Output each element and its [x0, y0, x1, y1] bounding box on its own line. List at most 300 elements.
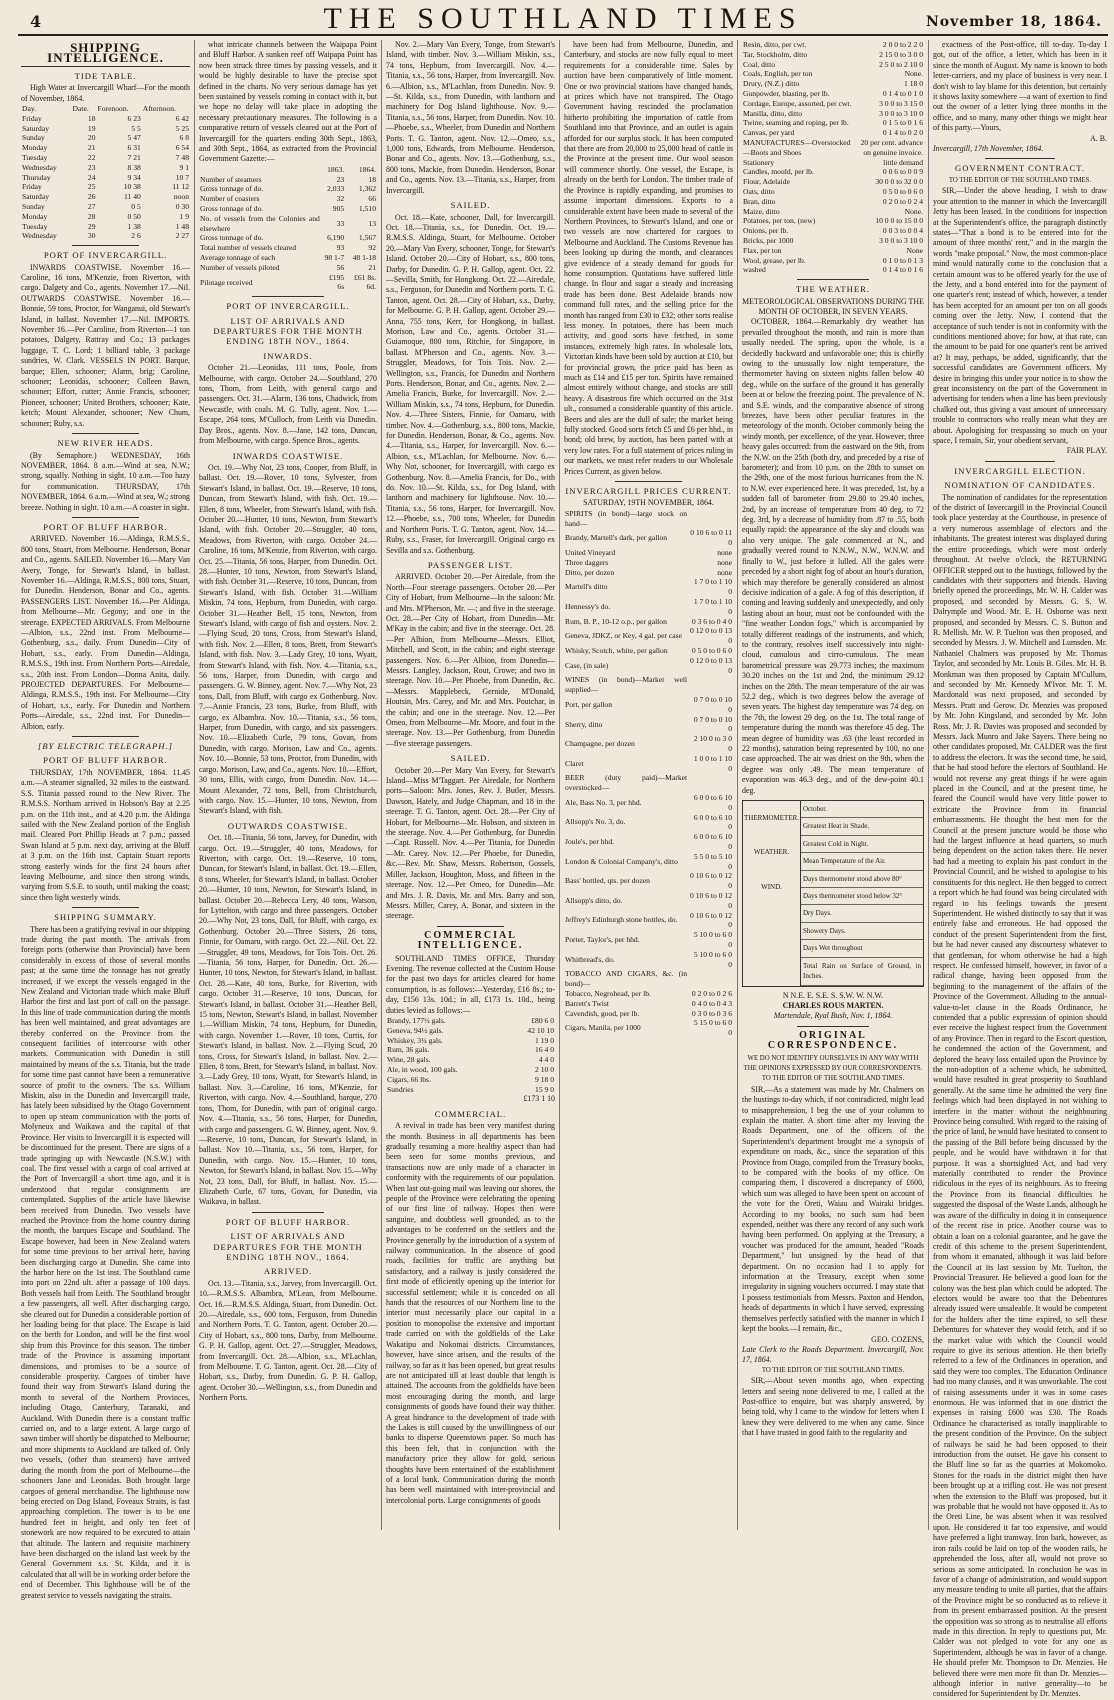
- letter-address: TO THE EDITOR OF THE SOUTHLAND TIMES.: [948, 176, 1092, 184]
- price-row-cell: 5 15 0 to 6 0 0: [693, 1018, 732, 1038]
- weather-report: OCTOBER, 1864.—Remarkably dry weather has prevailed throughout the month, and rain is more than usually needed. The spring, upon the whole, is a decidedly backward and unfavorable one; this is chiefly owing to the unusually low night temperature, the thermometer having on sixteen nights fallen below 40 deg., while on the surface of the ground it has generally been at or below the freezing point. The prevalence of N. and S.E. winds, and the comparative absence of strong breezes, have been other peculiar features in the meteorology of the month. October commonly being the windy month, per excellence, of the year. However, three heavy gales occurred: from the eastward on the 9th, from the N.W. on the 25th (both dry, and preceded by a rise of barometer); and from 10 p.m. on the 28th to sunset on the 29th, one of the most furious hurricanes from the N. to N.W. ever experienced here. It was preceded, 1st, by a sudden fall of barometer from 29.80 to 29.40 inches, 2nd, by an increase of temperature from 40 deg. to 72 deg. 3rd, by a decrease of humidity from .87 to .55, both equally rapid: the appearance of the sky and clouds was also very unique. The gale commenced at N., and gradually veered round to N.N.W., N.W., W.N.W. and finally to W., just before it lulled. All the gales were preceded by a short night fog of about an hour's duration, which may therefore be generally considered an almost decisive indication of a gale. A fog of this description, if coming and leaving suddenly and unexpectedly, and only lasting about an hour, must not be confounded with the "fine weather London fogs," which is accompanied by totally different readings of the instruments, and which, to the contrary, resolves itself successively into night-cloud, cumulous and cirro-cumulous. The mean barometrical pressure was 29.773 inches; the maximum 30.20 inches on the 1st and 2nd, the minimum 29.12 inches on the 28th. The mean temperature of the air was 52.2 deg., which is two degrees below the average of seven years. The highest day temperature was 74 deg. on the 7th, the lowest 29 deg. on the 1st. The total range of temperature during the month was therefore 45 deg. The mean degree of humidity was .63 (the least recorded in 22 months), saturation being represented by 100, no one case approached. The air was driest on the 9th, when the degree was only .49. The mean temperature of evaporation was 46.3 deg., and of the dew-point 40.1 deg.: [742, 317, 924, 795]
- tide-row-cell: 2 6: [131, 231, 141, 241]
- price-row-cell: Case, (in sale): [565, 660, 609, 670]
- price-row-cell: WINES (in bond)—Market well supplied—: [565, 675, 688, 695]
- price-row-cell: Joule's, per hhd.: [565, 837, 615, 847]
- price-row-cell: Canvas, per yard: [743, 128, 795, 138]
- price-row-cell: 2 5 0 to 2 10 0: [879, 59, 923, 69]
- tide-row-cell: Wednesday: [22, 162, 57, 172]
- letter-address: TO THE EDITOR OF THE SOUTHLAND TIMES.: [761, 1075, 905, 1083]
- price-row: [742, 226, 924, 236]
- price-row: [742, 246, 924, 256]
- price-row-cell: 0 1 4 to 0 1 6: [882, 265, 923, 275]
- stats-row-cell: 13: [368, 218, 376, 228]
- section-heading: SHIPPING INTELLIGENCE.: [21, 43, 190, 67]
- tide-row-cell: 9 1: [179, 162, 189, 172]
- duty-row-cell: Whiskey, 3¼ gals.: [387, 1035, 443, 1045]
- tide-row-cell: 30: [87, 231, 96, 241]
- price-row-cell: Jeffrey's Edinburgh stone bottles, do.: [565, 915, 678, 925]
- price-row-cell: London & Colonial Company's, ditto: [565, 856, 678, 866]
- tide-row: [21, 153, 190, 163]
- coastwise-list: Oct. 19.—Why Not, 23 tons, Cooper, from Bluff, in ballast. Oct. 19.—Rover, 10 tons, Sylvester, from Stewart's Island, in ballast. Oct. 19.—Reserve, 10 tons, Duncan, from Stewart's Island, with fish. Oct. 19.—Ellen, 8 tons, Wheeler, from Stewart's Island, with fish. October 20.—Hunter, 10 tons, Newton, from Stewart's Island, with fish. October 20.—Struggler, 40 tons, Meadows, from Riverton, with cargo. October 24.—Caroline, 16 tons, M'Kenzie, from Riverton, with cargo. Oct. 25.—Titania, 56 tons, Harper, from Dunedin. Oct. 28.—Hunter, 10 tons, Newton, from Stewart's Island, with fish. October 31.—Reserve, 10 tons, Duncan, from Stewart's Island, with fish. October 31.—William Miskin, 74 tons, Hepburn, from Dunedin, with cargo. October 31.—Heather Bell, 15 tons, Newton, from Stewart's Island, with cargo of fish and oysters. Nov. 2.—Flying Scud, 20 tons, Cross, from Stewart's Island, with fish. Nov. 2.—Ellen, 8 tons, Brett, from Stewart's Island, with fish. Nov. 3.—Lady Grey, 10 tons, Wyatt, from Stewart's Island, with fish. Nov. 4.—Titania, s.s., 56 tons, Harper, from Dunedin, with cargo and passengers. G. W. Binney, agent. Nov. 7.—Why Not, 23 tons, Dall, from Bluff, with cargo ex Gothenburg. Nov. 7.—Annie Francis, 23 tons, Burke, from Bluff, with cargo, ex Albambra. Nov. 10.—Titania, s.s., 56 tons, Harper, from Dunedin, with cargo, and six passengers. Nov. 10.—Elizabeth Curle, 79 tons, Govan, from Dunedin, with cargo. Morison, Law and Co., agents. Nov. 10.—Bonnie, 53 tons, Proctor, from Dunedin, with cargo. Morison, Law, and Co., agents. Nov. 10.—Effort, 30 tons, Ellis, with cargo, from Dunedin. Nov. 14.—Mount Alexander, 72 tons, Bell, from Christchurch, with cargo. Nov. 15.—Hunter, 10 tons, Newton, from Stewart's Island, with fish.: [199, 462, 377, 816]
- tide-intro: High Water at Invercargill Wharf—For the month of November, 1864.: [21, 83, 190, 103]
- duty-row: [386, 1026, 555, 1036]
- price-row: [564, 754, 733, 774]
- letter-signature-detail: Late Clerk to the Roads Department. Invercargill, Nov. 17, 1864.: [742, 1344, 924, 1365]
- duties-table: [386, 1016, 555, 1094]
- price-row: [742, 216, 924, 226]
- prices-body: [564, 509, 733, 1038]
- price-row-cell: 0 12 0 to 0 13 0: [690, 626, 732, 646]
- outwards-list: Oct. 18.—Titania, 56 tons, Jarvey, for Dunedin, with cargo. Oct. 19.—Struggler, 40 tons, Meadows, for Riverton, with cargo. Oct. 19.—Reserve, 10 tons, Duncan, for Stewart's Island, in ballast. Oct. 19.—Ellen, 8 tons, Wheeler, for Stewart's Island, in ballast. October 20.—Hunter, 10 tons, Newton, for Stewart's Island, in ballast. October 20.—Rebecca Lery, 40 tons, Watson, for Lyttelton, with cargo and three passengers. October 20.—Why Not, 23 tons, Dall, for Bluff, with cargo, ex Gothenburg. October 20.—Three Sisters, 26 tons, Finnie, for Oamaru, with cargo. Oct. 22.—Nil. Oct. 22.—Struggler, 49 tons, Meadows, for Tois Tois. Oct. 26.—Titania, 56 tons, Harper, for Dunedin. Oct. 26.—Hunter, 10 tons, Newton, for Stewart's Island, in ballast. Oct. 28.—Kate, 40 tons, Burke, for Riverton, with cargo. October 31.—Reserve, 10 tons, Duncan, for Stewart's Island, in ballast. October 31.—Heather Bell, 15 tons, Newton, Stewart's Island, in ballast. November 1.—William Miskin, 74 tons, Hepburn, for Dunedin, with cargo. November 1.—Rover, 10 tons, Curtis, for Stewart's Island, in ballast. Nov. 2.—Flying Scud, 20 tons, Cross, for Stewart's Island, in ballast. Nov. 2.—Ellen, 8 tons, Brett, for Stewart's Island, in ballast. Nov. 3.—Lady Grey, 10 tons, Wyatt, for Stewart's Island, in ballast. Nov. 3.—Caroline, 16 tons, M'Kenzie, for Riverton, with cargo. Nov. 4.—Southland, barque, 270 tons, Thom, for Dunedin, with part of original cargo. Nov. 4.—Titania, s.s., 56 tons, Harper, for Dunedin, with cargo and passengers. G. W. Binney, agent. Nov. 9.—Reserve, 10 tons, Duncan, for Stewart's Island, in ballast. Nov 10.—Titania, s.s., 56 tons, Harper, for Dunedin, with cargo. Nov. 15.—Hunter, 10 tons, Newton, for Stewart's Island, in ballast. Nov. 15.—Why Not, 23 tons, Dall, for Bluff, in ballast. Nov. 15.—Elizabeth Curle, 67 tons, Govan, for Dunedin, via Waikava, in ballast.: [199, 833, 377, 1207]
- price-row: [742, 69, 924, 79]
- stats-row-cell: Number of vessels piloted: [200, 262, 280, 272]
- price-row-cell: 0 1 5 to 0 1 6: [882, 118, 923, 128]
- stats-row-cell: £195 6s: [329, 272, 345, 292]
- price-row-cell: Wool, grease, per lb.: [743, 255, 806, 265]
- price-row-cell: Geneva, JDKZ, or Key, 4 gal. per case: [565, 631, 682, 641]
- tide-row-cell: Monday: [22, 211, 48, 221]
- weather-row-label: Days Wet throughout: [801, 940, 923, 957]
- tide-header-cell: Day.: [22, 104, 37, 114]
- price-row-cell: Tar, Stockholm, ditto: [743, 49, 808, 59]
- price-row-cell: 1 7 0 to 1 10 0: [693, 577, 732, 597]
- price-row: [742, 109, 924, 119]
- price-row: [564, 568, 733, 578]
- price-row-cell: Stationery: [743, 157, 775, 167]
- stats-row-cell: 21: [368, 262, 376, 272]
- price-row-cell: Twine, seaming and roping, per lb.: [743, 118, 849, 128]
- price-row-cell: Oats, ditto: [743, 186, 775, 196]
- tide-row: [21, 182, 190, 192]
- arrived-title: ARRIVED.: [263, 1266, 313, 1277]
- tide-row-cell: 7 21: [127, 153, 141, 163]
- contract-title: GOVERNMENT CONTRACT.: [955, 163, 1085, 174]
- tide-row-cell: 0 5: [131, 202, 141, 211]
- heads-title: NEW RIVER HEADS.: [57, 438, 154, 449]
- price-row: [564, 626, 733, 646]
- tide-row-cell: noon: [173, 192, 189, 202]
- duty-row-cell: Sundries: [387, 1084, 414, 1094]
- sailed2-list: October 20.—Per Mary Van Every, for Stewart's Island—Miss M'Taggart. Per Airedale, for Northern ports—Saloon: Mrs. Jones, Rev. J. Butler, Messrs. Dawson, Hately, and Judge Chapman, and 18 in the steerage. T. G. Tanton, agent. Oct. 28.—Per City of Hobart, for Melbourne—Mr. Hobson, and sixteen in the steerage. Nov. 4.—Per Gothenburg, for Dunedin—Capt. Russell. Nov. 4.—Per Titania, for Dunedin—Mr. Carey. Nov. 12.—Per Phoebe, for Dunedin, &c.—Rev. Mr. Shaw, Messrs. Robertson, Gossels, Miller, Jackson, Houghton, Moss, and fifteen in the steerage. Nov. 12.—Per Omeo, for Dunedin—Mr. and Mrs. J. R. Davis, Mr. and Mrs. Barry and son, Messrs. Miller, Carey, A. Bonar, and sixteen in the steerage.: [386, 765, 555, 921]
- commercial-heading: COMMERCIAL INTELLIGENCE.: [417, 929, 524, 952]
- tide-row-cell: 1 48: [175, 221, 189, 231]
- summary-article: There has been a gratifying revival in our shipping trade during the past month. The arrivals from foreign ports (otherwise than Provincial) have been considerably in excess of those of several months past; at the same time the tonnage has not greatly increased, if we except the vessels engaged in the New Zealand and Victorian trade which make Bluff Harbor the first and last port of call on the passage. In this line of trade communication during the month has been well maintained, and great advantages are thereby conferred on the Province from the consequent facilities of intercourse with other markets. Communication with Dunedin is still maintained by means of the s.s. Titania, but the trade for some time past cannot have been a remunerative source of profit to the owners. The s.s. William Miskin, also in the Dunedin and Invercargill trade, has lately been subsidised by the Otago Government to open up steam communication with the ports of Molyneux and Waikawa and the capital of that Province. Her visits to Invercargill it is expected will be discontinued for the present. There are signs of a trade springing up with Newcastle (N.S.W.) with coal. The first vessel with a cargo of coal arrived at the Port of Invercargill a short time ago, and it is understood that regular consignments are contemplated. Supplies of the article have likewise been received from Dunedin. Two vessels have reached the Province from the home country during the month, the barques Escape and Southland. The Escape however, had been in New Zealand waters for some time previous to her arrival here, having been discharging cargo at Dunedin. She came into the harbor here on the 1st inst. The Southland came into port on 22nd ult. after a passage of 100 days. Both vessels hail from Leith. The Southland brought a few passengers, all well. After discharging cargo, she cleared out for Dunedin a considerable portion of her loading being for that place. The Escape is laid on the berth for London, and will be the first wool ship from this Province for this season. The timber trade of the Province is assuming important dimensions, and promises to be a source of considerable prosperity. Cargoes of timber have found their way from Stewart's Island during the month to several of the Northern Provinces, including Otago, Canterbury, Taranaki, and Auckland. With Dunedin there is a constant traffic carried on, and to a large extent. A large cargo of sawn timber will shortly be dispatched to Melbourne; and more shipments to Auckland are talked of. Only two vessels, (other than steamers) have arrived during the month from the port of Melbourne—the schooners Jane and Leonidas. Both brought large cargoes of general merchandise. The lighthouse now being erected on Dog Island, Foveaux Straits, is fast approaching completion. The tower is to be one hundred feet in height, and only ten feet of stonework are now required to be executed to attain that altitude. The lantern and requisite machinery have been discharged on the island last week by the General Government s.s. St. Kilda, and it is calculated that all will be in working order before the end of December. This lighthouse will be of the greatest service to vessels navigating the straits.: [21, 924, 190, 1600]
- price-row-cell: [688, 509, 733, 529]
- stats-row: [199, 175, 377, 185]
- commercial-article: A revival in trade has been very manifest during the month. Business in all departments has been gradually resuming a more healthy aspect than had been seen for some months previous, and transactions now are only made of a character in conformity with the requirements of our population. When last out-going mail was leaving our shores, the people of the Province were celebrating the opening of our first line of railway. Hopes then were sanguine, and doubtless well grounded, as to the advantages to be conferred on the settlers and the Province generally by the introduction of a system of railway communication. In the absence of good roads, facilities for traffic are anything but satisfactory, and a railway is justly considered the first mode of efficiently opening up the interior for successful settlement; while it is conceded on all hands that the resources of our Northern line to the interior must necessarily place our capital in a position to monopolise the extensive and important trade carried on with the goldfields of the Lake Wakatipu and Nokomai districts. Circumstances, however, have since arisen, and the results of the railway, so far as it has been opened, but great results are not anticipated till at least double that length is attained. The accounts from the goldfields have been most encouraging during the month, and large consignments of goods have found their way thither. A great hindrance to the development of trade with the Lakes is still caused by the unwillingness of our banks to disperse Queenstown paper. So much has this been felt, that in conjunction with the manufactory price they allow for gold, serious thoughts have been entertained of the establishment of a local bank. Communication during the month has been well maintained with inter-provincial and intercolonial ports. Large consignments of goods: [386, 1121, 555, 1505]
- duty-row-cell: 4 4 0: [538, 1055, 554, 1065]
- newspaper-title: THE SOUTHLAND TIMES: [323, 2, 803, 35]
- stats-row-cell: Gross tonnage of do.: [200, 184, 264, 194]
- price-row-cell: None: [906, 245, 923, 255]
- tide-row-cell: 6 42: [175, 113, 189, 123]
- stats-row-cell: Average tonnage of each: [200, 253, 276, 263]
- price-row-cell: None.: [904, 206, 923, 216]
- letter-continuation: exactness of the Post-office, till to-day. To-day I got, out of the office, a letter, which has been in it since the month of August. My name is known to both letter-carriers, and my place of business is very near. I don't wish to lay blame for this detention, but certainly it shows laxity somewhere —a want of exertion to find out the owner of a letter lying three months in the office, and so many, many other things we might hear of this party.—Yours,: [933, 40, 1107, 133]
- passenger-list: ARRIVED. October 20.—Per Airedale, from the North—Four steerage passengers. October 20.—Per City of Hobart, from Melbourne—In the saloon: Mr. and Mrs. M'Pherson, Mr. —; and five in the steerage. Oct. 28.—Per City of Hobart, from Dunedin—Mr. M'Kay in the cabin; and five in the steerage. Oct. 28.—Per Albion, from Melbourne—Messrs. Elliot, Mitchell, and Scott, in the cabin; and eight steerage passengers. Nov. 6.—Per Albion, from Dunedin—Messrs. Langley, Jackson, Rout, Crowe; and two in steerage. Nov. 10.—Per Phoebe, from Dunedin, &c.—Messrs. Mapplebeck, Gernide, M'Donald, Houtsin, Mrs. Carey, and Mr. and Mrs. Poutchar, in the cabin; and one in the steerage. Nov. 12.—Per Omeo, from Melbourne—Mr. Moore, and four in the steerage. Nov. 13.—Per Gothenburg, from Dunedin—five steerage passengers.: [386, 572, 555, 748]
- outwards-title: OUTWARDS COASTWISE.: [227, 820, 349, 831]
- stats-row-cell: 23: [336, 174, 345, 184]
- tide-row-cell: Tuesday: [22, 221, 48, 231]
- stats-row-cell: 98 1-7: [324, 253, 345, 263]
- divider: [72, 433, 140, 434]
- price-row: [742, 128, 924, 138]
- price-row: [564, 969, 733, 989]
- stats-row: [199, 194, 377, 204]
- price-row-cell: 0 0 3 to 0 0 4: [882, 226, 923, 236]
- tide-row-cell: 22: [87, 153, 96, 163]
- stats-row-cell: 56: [336, 262, 345, 272]
- tide-row-cell: Monday: [22, 143, 48, 153]
- tide-row-cell: 6 8: [179, 133, 189, 143]
- price-row-cell: 6 0 0 to 6 10 0: [693, 832, 732, 851]
- weather-row-label: Days thermometer stood above 80°: [801, 871, 923, 888]
- weather-row-label: October.: [801, 801, 923, 818]
- price-row: [742, 197, 924, 207]
- price-row-cell: 30 0 0 to 32 0 0: [875, 177, 923, 187]
- sailed-list: Oct. 18.—Kate, schooner, Dall, for Invercargill. Oct. 18.—Titania, s.s., for Dunedin. Oct. 19.—R.M.S.S. Aldinga, Stuart, for Melbourne. October 20.—Mary Van Every, schooner, Tonge, for Stewart's Island. October 20.—City of Hobart, s.s., 800 tons, Darby, for Dunedin. G. P. H. Gallop, agent. Oct. 22.—Sevilla, Smith, for Hongkong. Oct. 22.—Airedale, s.s., Ferguson, for Dunedin and Northern ports. T. G. Tanton, agent. Oct. 28.—City of Hobart, s.s., Darby, for Melbourne. G. P. H. Gallop, agent. October 29.—Anna, 755 tons, Kerr, for Hongkong, in ballast. Morison, Law and Co., agents. October 31.—Guiamoque, 800 tons, Ritchie, for Singapore, in ballast. M'Pherson and Co., agents. Nov. 3.—Struggler, Meadows, for Tois Tois. Nov. 2.—Wellington, s.s., Francis, for Dunedin and Northern Ports. Henderson, Bonar, and Co., agents. Nov. 2.—Amelia Francis, Burke, for Invercargill. Nov. 2.—William Miskin, s.s., 74 tons, Hepburn, for Dunedin. Nov. 4.—Three Sisters, Finnie, for Oamaru, with timber. Nov. 4.—Gothenburg, s.s., 800 tons, Mackie, for Dunedin. Henderson, Bonar, & Co., agents. Nov. 4.—Titania, s.s., Harper, for Invercargill. Nov. 6.—Albion, s.s., M'Lachlan, for Melbourne. Nov. 6.—Why Not, schooner, for Invercargill, with cargo ex Gothenburg. Nov. 8.—Amelia Francis, for Do., with do. Nov. 10.—St. Kilda, s.s., for Dog Island, with lanthorn and machinery for lighthouse. Nov. 10.—Titania, s.s., 56 tons, Harper, for Invercargill. Nov. 12.—Phoebe, s.s., 700 tons, Wheeler, for Dunedin and Northern Ports. T. G. Tanton, agent. Nov. 14.—Ruby, s.s., Fraser, for Invercargill. Original cargo ex Sevilla and s.s. Gothenburg.: [386, 212, 555, 555]
- stats-row: [199, 253, 377, 263]
- price-row-cell: Hennessy's do.: [565, 601, 611, 611]
- price-row-cell: Tobacco, Negrohead, per lb.: [565, 988, 651, 998]
- price-row-cell: 6 0 0 to 6 10 0: [693, 812, 732, 832]
- weather-group-label: WEATHER.: [753, 848, 790, 857]
- tide-row: [21, 231, 190, 241]
- stats-row: [199, 214, 377, 234]
- duty-row-cell: Rum, 36 gals.: [387, 1045, 430, 1055]
- price-row-cell: 5 5 0 to 5 10 0: [693, 851, 732, 871]
- price-row-cell: Cordage, Europe, assorted, per cwt.: [743, 98, 852, 108]
- price-row-cell: 0 10 6 to 0 12 0: [690, 890, 732, 910]
- price-row-cell: 5 10 0 to 6 0 0: [693, 949, 732, 969]
- letter-signature: GEO. COZENS,: [871, 1334, 924, 1344]
- nomination-title: NOMINATION OF CANDIDATES.: [944, 480, 1096, 491]
- price-row-cell: 10 0 0 to 15 0 0: [875, 216, 923, 226]
- weather-table-groups: [743, 801, 801, 985]
- price-row: [742, 187, 924, 197]
- stats-row-cell: No. of vessels from the Colonies and elsewhere: [200, 213, 320, 233]
- price-row-cell: 0 1 4 to 0 2 0: [882, 128, 923, 138]
- weather-row-label: Days thermometer stood below 32°: [801, 888, 923, 905]
- column-rule: [381, 40, 382, 1530]
- divider: [252, 296, 323, 297]
- price-row-cell: [688, 773, 733, 793]
- price-row: [742, 158, 924, 168]
- weather-signature: CHARLES ROUS MARTEN.: [782, 1000, 884, 1010]
- price-row: [742, 50, 924, 60]
- divider: [72, 907, 140, 908]
- price-row: [564, 911, 733, 931]
- price-row: [564, 646, 733, 656]
- article-continuation: what intricate channels between the Waipapa Point and Bluff Harbor. A sunken reef off Waipapa Point has now been struck three times by passing vessels, and it would be highly desirable to have the precise spot defined in the charts. No very serious damage has yet been sustained by vessels coming in contact with it, but we hope no delay will take place in adopting the necessary precautionary measures. The following is a comparative return of vessels cleared out at the Port of Invercargill for the quarters ending 30th Sept., 1863, and 30th Sept., 1864, as extracted from the Provincial Government Gazette:—: [199, 40, 377, 164]
- price-row-cell: SPIRITS (in bond)—large stock on hand—: [565, 508, 688, 528]
- price-row-cell: Candles, mould, per lb.: [743, 167, 814, 177]
- price-row-cell: 20 per cent. advance on genuine invoice.: [860, 137, 923, 157]
- duty-row: [386, 1036, 555, 1046]
- port-report: INWARDS COASTWISE. November 16.—Caroline, 16 tons, M'Kenzie, from Riverton, with cargo. Dalgety and Co., agents. November 17.—Nil. OUTWARDS COASTWISE. November 16.—Bonnie, 59 tons, Proctor, for Wanganui, old Stewart's Island, in ballast. November 17.—Nil. IMPORTS. November 16.—Per Caroline, from Riverton—1 ton potatoes, Dalgety, Rattray and Co.; 13 packages luggage, T. C. Lord; 1 billiard table, 3 package sundries, W. Clark. VESSELS IN PORT. Barque, barque; Ellen, schooner; Alarm, brig; Caroline, schooner; Leonidas, schooner; Colleen Bawn, schooner; Effort, cutter; Annie Francis, schooner; Pioneer, schooner; United Brothers, schooner; Kate, ketch; Mount Alexander, schooner; New Chum, schooner; Ruby, s.s.: [21, 262, 190, 428]
- divider: [615, 481, 683, 482]
- tide-table-body: [21, 114, 190, 241]
- divider: [797, 1026, 870, 1027]
- price-row-cell: Maize, ditto: [743, 206, 780, 216]
- price-row: [742, 177, 924, 187]
- stats-row-cell: £61 8s. 6d.: [354, 272, 376, 292]
- price-row-cell: 0 1 0 to 0 1 3: [882, 255, 923, 265]
- column-4: [561, 40, 736, 1536]
- tide-row-cell: 6 31: [127, 143, 141, 153]
- price-row-cell: 0 2 0 to 0 2 6: [691, 988, 732, 998]
- duty-row-cell: Brandy, 177½ gals.: [387, 1015, 446, 1025]
- letter-place: Invercargill, 17th November, 1864.: [933, 144, 1044, 154]
- tide-row-cell: 5 25: [175, 123, 189, 133]
- weather-title: THE WEATHER.: [796, 284, 870, 295]
- stats-row-cell: 6,190: [327, 233, 345, 243]
- price-row-cell: 3 0 0 to 3 15 0: [879, 98, 923, 108]
- price-row-cell: Barrett's Twist: [565, 998, 609, 1008]
- tide-row-cell: 1 38: [127, 221, 141, 231]
- stats-row-cell: 905: [332, 204, 345, 214]
- divider: [437, 926, 505, 927]
- divider: [72, 736, 140, 737]
- price-row: [564, 734, 733, 754]
- column-3: [383, 40, 558, 1536]
- price-row-cell: little demand: [883, 157, 923, 167]
- price-row-cell: Ale, Bass No. 3, per hhd.: [565, 797, 642, 807]
- tide-row-cell: 5 5: [131, 123, 141, 133]
- stats-row-cell: Number of steamers: [200, 174, 262, 184]
- contract-letter: SIR,—Under the above heading, I wish to draw your attention to the manner in which the Invercargill Jetty has been leased. In the conditions for inspection at the Superintendent's office, the paragraph distinctly states—"That a bond is to be entered into for the amount of three months' rent," and in the margin the words "make proposal." Now, the most common-place mind would naturally come to the conclusion that a certain amount was to be offered yearly for the use of the Jetty, and a bond entered into for the payment of one quarter's rent; instead of which, however, a tender has been accepted for an amount per ton on all goods coming over the Jetty. Now, I contend that the acceptance of such tender is not in conformity with the conditions mentioned above; for how, at that rate, can the amount to be paid for one quarter's rent be arrived at? It may, perhaps, be added, significantly, that the successful candidates are Government officers. My desire in bringing this under your notice is to show the great inconsistency on the part of the Government in advertising for tenders when a line has been previously chalked out, thus giving a vast amount of unnecessary trouble to contractors who really mean what they are about. Apologising for trespassing so much on your space, I remain, Sir, your obedient servant,: [933, 186, 1107, 446]
- stats-header-cell: [199, 165, 321, 175]
- duty-row-cell: 2 10 0: [535, 1064, 554, 1074]
- price-row-cell: 0 10 6 to 0 11 0: [690, 528, 732, 548]
- arrived-continuation: Nov. 2.—Mary Van Every, Tonge, from Stewart's Island, with timber. Nov. 3.—William Miskin, s.s., 74 tons, Hepburn, from Invercargill. Nov. 4.—Titania, s.s., 56 tons, Harper, from Invercargill. Nov. 6.—Albion, s.s., M'Lachlan, from Dunedin. Nov. 9.—St. Kilda, s.s., from Dunedin, with lanthorn and machinery for Dog Island lighthouse. Nov. 9.—Titania, s.s., 56 tons, Harper, from Dunedin. Nov. 10.—Phoebe, s.s., Wheeler, from Dunedin and Northern Ports. T. G. Tanton, agent. Nov. 12.—Omeo, s.s., 1,000 tons, Edwards, from Melbourne. Henderson, Bonar and Co., agents. Nov. 13.—Gothenburg, s.s., 800 tons, Mackie, from Dunedin. Henderson, Bonar and Co., agents. Nov. 13.—Titania, s.s., Harper, from Invercargill.: [386, 40, 555, 195]
- stats-row-cell: Number of coasters: [200, 194, 260, 204]
- price-row-cell: Bran, ditto: [743, 196, 776, 206]
- price-row-cell: Coal, ditto: [743, 59, 776, 69]
- stats-row-cell: Total number of vessels cleared: [200, 243, 297, 253]
- commercial-continuation: have been had from Melbourne, Dunedin, and Canterbury, and stocks are now fully equal to meet requirements for a considerable time. Sales by auction have been comparatively of little moment. One or two provincial stations have changed hands, at prices which have not transpired. The Otago Government having rescinded the proclamation hitherto prohibiting the importation of cattle from Southland into that Province, and an outlet is again afforded for our surplus stock. It has been computed that there are from 20,000 to 25,000 head of cattle in the Province at the present time. Our wool season will commence shortly. One vessel, the Escape, is already on the berth for London. The timber trade of the Province is rapidly expanding, and promises to assume important dimensions. Exports to a considerable extent have been made to several of the Northern Provinces, to Stewart's Island, and one or two vessels are now chartered for cargoes to Melbourne and Auckland. The Customs Revenue has been looking up during the month, and clearances give evidence of a steady demand for goods for home consumption. Quotations have suffered little change. In flour and sugar a steady and increasing trade has been done. Best Adelaide brands now command full rates, and the selling price for the month has ranged from £30 to £32; other sorts realise less money. In potatoes, there has been much activity, and good sorts have fetched, in some instances, extremely high rates. In wholesale lots, Victorian kinds have been sold by auction at £10, but for provincial grown, the price paid has been as much as £14 and £15 per ton. Spirits have remained almost entirely without change, and stocks are still heavy. A disastrous fire which occurred on the 31st ult., consumed a considerable quantity of this article. Beers and ales are the dull of sale; the market being fully stocked. Good sorts fetch £5 and £6 per hhd., in bond; old brew, by auction, has been parted with at very low rates. For a full statement of prices ruling in our markets, we must refer readers to our Wholesale Prices Current, as given below.: [564, 40, 733, 476]
- tide-row-cell: 23: [87, 162, 96, 172]
- price-row-cell: 0 5 0 to 0 6 0: [882, 186, 923, 196]
- price-row: [564, 675, 733, 695]
- price-row-cell: BEER (duty paid)—Market overstocked—: [565, 773, 688, 793]
- price-row-cell: 0 4 0 to 0 4 3: [691, 998, 732, 1008]
- tide-row-cell: Sunday: [22, 133, 45, 143]
- duty-row-cell: Geneva, 94½ gals.: [387, 1025, 444, 1035]
- price-row: [564, 558, 733, 568]
- price-row-cell: 3 0 0 to 3 10 0: [879, 235, 923, 245]
- bluff-list-title: LIST OF ARRIVALS AND DEPARTURES FOR THE MONTH ENDING 18TH NOV., 1864.: [213, 1231, 363, 1262]
- duty-row-cell: 1 19 0: [535, 1035, 554, 1045]
- tide-table-header: [21, 104, 190, 114]
- tide-row-cell: 29: [87, 221, 96, 231]
- tide-row: [21, 124, 190, 134]
- price-row-cell: Whitbread's, do.: [565, 954, 615, 964]
- stats-row-cell: 92: [368, 243, 376, 253]
- vessel-return-body: [199, 175, 377, 293]
- price-row: [564, 852, 733, 872]
- price-row-cell: MANUFACTURES—Overstocked—Boots and Shoes: [743, 137, 851, 157]
- price-row: [742, 40, 924, 50]
- price-row: [564, 597, 733, 617]
- price-row-cell: Rum, B. P., 10-12 o.p., per gallon: [565, 616, 667, 626]
- contract-signature: FAIR PLAY.: [1066, 446, 1107, 456]
- letter-body: SIR,—As a statement was made by Mr. Chalmers on the hustings to-day which, if not contradicted, might lead to misapprehension, I beg the use of your columns to explain the matter. A short time after my leaving the Roads Department, one of the officers of the Superintendent's department brought me a synopsis of expenditure on roads, &c., since the separation of this Province from Otago, compiled from the Treasury books, to be compared with the books of my office. On comparing them, I discovered a discrepancy of £600, which sum was alleged to have been spent on account of the vote for the Oreti, Waiau and Wairaki bridges. According to my books, no such sum had been expended, neither was there any record of any such work having been performed. On applying at the Treasury, a voucher was produced for the amount, headed "Roads Department," but unsigned by the head of that department. On no occasion had I to apply for information at the Treasury, except when some irregularity in signing vouchers occurred. I may state that I possess testimonials from Messrs. Paxton and Hendon, heads of departments in which I have served, expressing themselves perfectly satisfied with the manner in which I kept the books.—I remain, &c.,: [742, 1084, 924, 1334]
- duties-body: [386, 1016, 555, 1094]
- price-row-cell: Onions, per lb.: [743, 226, 789, 236]
- tide-row-cell: 24: [87, 172, 96, 182]
- passenger-title: PASSENGER LIST.: [427, 559, 514, 570]
- price-row-cell: Gunpowder, blasting, per lb.: [743, 88, 830, 98]
- price-row: [742, 60, 924, 70]
- price-row-cell: Potatoes, per ton, (new): [743, 216, 816, 226]
- stats-row: [199, 204, 377, 214]
- list-title: LIST OF ARRIVALS AND DEPARTURES FOR THE MONTH ENDING 18TH NOV., 1864.: [213, 315, 363, 347]
- stats-row-cell: 33: [336, 218, 345, 228]
- price-row-cell: none: [717, 567, 732, 577]
- letter-signature: A. B.: [1090, 133, 1107, 143]
- price-row-cell: Champagne, per dozen: [565, 739, 635, 749]
- price-row-cell: Drury, (N.Z.) ditto: [743, 79, 800, 89]
- price-row-cell: 5 10 0 to 6 0 0: [693, 930, 732, 949]
- duty-row-cell: 16 4 0: [535, 1045, 554, 1055]
- price-row: [742, 99, 924, 109]
- tide-header-cell: Afternoon.: [142, 104, 176, 114]
- tide-row-cell: 28: [87, 211, 96, 221]
- bluff-title: PORT OF BLUFF HARBOR.: [43, 521, 168, 532]
- column-rule: [928, 40, 929, 1530]
- tide-row: [21, 202, 190, 212]
- price-row-cell: 0 3 6 to 0 4 0: [691, 616, 732, 626]
- price-row-cell: 1 0 0 to 1 10 0: [693, 753, 732, 773]
- price-row-cell: Port, per gallon: [565, 699, 613, 709]
- price-row-cell: Flax, per ton: [743, 245, 782, 255]
- tide-header-cell: Forenoon.: [97, 104, 129, 114]
- price-row-cell: Resin, ditto, per cwt.: [743, 40, 807, 49]
- bluff-report: ARRIVED. November 16.—Aldinga, R.M.S.S., 800 tons, Stuart, from Melbourne. Henderson, Bonar and Co., agents. SAILED. November 16.—Mary Van Avery, Tonge, for Stewart's Island, in ballast. November 16.—Aldinga, R.M.S.S., 800 tons, Stuart, for Dunedin. Henderson, Bonar and Co., agents. PASSENGERS LIST. November 16.—Per Aldinga, from Melbourne—Mr. Gegony; and one in the steerage. EXPECTED ARRIVALS. From Melbourne—Albion, s.s., 22nd inst. From Melbourne—Gothenburg, s.s., daily. From Dunedin—City of Hobart, s.s., early. From Dunedin—Aldinga, R.M.S.S., 19th inst. From Northern Ports—Airedale, s.s., 20th inst. From London—Donna Anita, daily. PROJECTED DEPARTURES. For Melbourne—Aldinga, R.M.S.S., 19th inst. For Melbourne—City of Hobart, s.s., early. For Dunedin and Northern Ports—Airedale, s.s., 22nd inst. For Dunedin—Albion, early.: [21, 534, 190, 731]
- stats-row-cell: 32: [336, 194, 345, 204]
- price-row: [742, 118, 924, 128]
- tide-row-cell: 20: [87, 133, 96, 143]
- price-row-cell: Sherry, ditto: [565, 719, 603, 729]
- price-row-cell: Allsopp's No. 3, do.: [565, 817, 626, 827]
- price-row: [742, 236, 924, 246]
- summary-title: SHIPPING SUMMARY.: [54, 912, 157, 923]
- weather-row-label: Mean Temperature of the Air.: [801, 853, 923, 870]
- price-row: [742, 265, 924, 275]
- prices-date: SATURDAY, 19TH NOVEMBER, 1864.: [583, 498, 714, 508]
- column-rule: [194, 40, 195, 1530]
- weather-table-rows: [801, 801, 923, 985]
- stats-row-cell: 1,567: [358, 233, 376, 243]
- tide-row: [21, 222, 190, 232]
- duty-row-cell: Wine, 28 gals.: [387, 1055, 431, 1065]
- price-row: [564, 656, 733, 676]
- duty-row: [386, 1045, 555, 1055]
- price-row-cell: [688, 675, 733, 695]
- masthead: [18, 2, 1108, 36]
- divider: [72, 517, 140, 518]
- price-row-cell: Bricks, per 1000: [743, 235, 794, 245]
- price-row-cell: Bass' bottled, qts. per dozen: [565, 876, 650, 886]
- inwards-title: INWARDS.: [263, 350, 313, 361]
- price-row-cell: 0 10 6 to 0 12 0: [690, 910, 732, 930]
- column-rule: [559, 40, 560, 1530]
- column-1: [18, 40, 193, 1600]
- tide-row: [21, 192, 190, 202]
- price-row: [742, 138, 924, 158]
- coastwise-title: INWARDS COASTWISE.: [232, 450, 344, 461]
- arrived-list: Oct. 13.—Titania, s.s., Jarvey, from Invercargill. Oct. 10.—R.M.S.S. Albambra, M'Lean, from Melbourne. Oct. 16.—R.M.S.S. Aldinga, Stuart, from Dunedin. Oct. 20.—Airedale, s.s., 600 tons, Ferguson, from Dunedin and Northern Ports. T. G. Tanton, agent. October 20.—City of Hobart, s.s., 800 tons, Darby, from Melbourne. G. P. H. Gallop, agent. Oct. 27.—Struggler, Meadows, from Invercargill. Oct. 28.—Albion, s.s., M'Lachlan, from Melbourne. T. G. Tanton, agent. Oct. 28.—City of Hobart, s.s., Darby, from Dunedin. G. P. H. Gallop, agent. October 30.—Wellington, s.s., from Dunedin and Northern Ports.: [199, 1278, 377, 1403]
- price-row: [564, 528, 733, 548]
- column-5: [739, 40, 927, 1536]
- stats-row-cell: 93: [336, 243, 345, 253]
- price-row-cell: Flour, Adelaide: [743, 177, 790, 187]
- weather-row-label: Greatest Heat in Shade.: [801, 818, 923, 835]
- price-row: [742, 256, 924, 266]
- price-row-cell: none: [717, 548, 732, 558]
- price-row-cell: Cigars, Manila, per 1000: [565, 1023, 641, 1033]
- duty-row: [386, 1065, 555, 1075]
- tide-row-cell: Saturday: [22, 123, 49, 133]
- telegraph-title: [BY ELECTRIC TELEGRAPH.]: [37, 741, 173, 752]
- wind-directions: N N.E. E. S.E. S. S.W. W. N.W.: [782, 990, 884, 1000]
- duty-row-cell: Cigars, 66 lbs.: [387, 1074, 431, 1084]
- weather-row-label: Greatest Cold in Night.: [801, 836, 923, 853]
- prices-title: INVERCARGILL PRICES CURRENT.: [565, 486, 732, 497]
- stats-row-cell: Pilotage received: [200, 277, 253, 287]
- tide-table-title: TIDE TABLE.: [74, 70, 137, 81]
- stats-row-cell: 18: [368, 174, 376, 184]
- divider: [985, 158, 1055, 159]
- price-row-cell: 0 1 4 to 0 1 0: [882, 88, 923, 98]
- weather-row-label: Total Rain on Surface of Ground, in Inches.: [801, 958, 923, 986]
- stats-row-cell: 66: [368, 194, 376, 204]
- price-row-cell: Porter, Taylor's, per hhd.: [565, 935, 640, 945]
- stats-row: [199, 243, 377, 253]
- tide-row-cell: Friday: [22, 182, 42, 192]
- price-row-cell: Whisky, Scotch, white, per gallon: [565, 646, 668, 656]
- tide-row: [21, 133, 190, 143]
- prices-table: [564, 509, 733, 1038]
- duty-row-cell: Ale, in wood, 100 gals.: [387, 1064, 458, 1074]
- bluff-title: PORT OF BLUFF HARBOR.: [225, 1216, 351, 1227]
- tide-row-cell: 10 38: [123, 182, 141, 192]
- tide-row-cell: 2 27: [175, 231, 189, 241]
- price-row-cell: Brandy, Martell's dark, per gallon: [565, 533, 668, 543]
- duty-row: [386, 1055, 555, 1065]
- tide-row-cell: 10 7: [175, 172, 189, 182]
- duty-row-cell: 15 9 0: [535, 1084, 554, 1094]
- bluff2-title: PORT OF BLUFF HARBOR.: [43, 755, 168, 766]
- correspondence-note: WE DO NOT IDENTIFY OURSELVES IN ANY WAY WITH THE OPINIONS EXPRESSED BY OUR CORRESPONDENTS.: [743, 1054, 923, 1072]
- price-row-cell: none: [717, 557, 732, 567]
- weather-group-label: WIND.: [761, 882, 782, 891]
- port-title: PORT OF INVERCARGILL.: [43, 250, 168, 261]
- duty-row: [386, 1016, 555, 1026]
- tide-row: [21, 163, 190, 173]
- price-row: [564, 773, 733, 793]
- price-row-cell: 2 15 0 to 3 0 0: [879, 49, 923, 59]
- column-2: [196, 40, 380, 1536]
- price-row-cell: 0 2 0 to 0 2 4: [882, 196, 923, 206]
- price-row-cell: None.: [904, 69, 923, 79]
- price-row: [742, 89, 924, 99]
- price-row-cell: Manilla, ditto, ditto: [743, 108, 803, 118]
- stats-row-cell: Gross tonnage of do.: [200, 204, 264, 214]
- tide-row-cell: 18: [87, 113, 96, 123]
